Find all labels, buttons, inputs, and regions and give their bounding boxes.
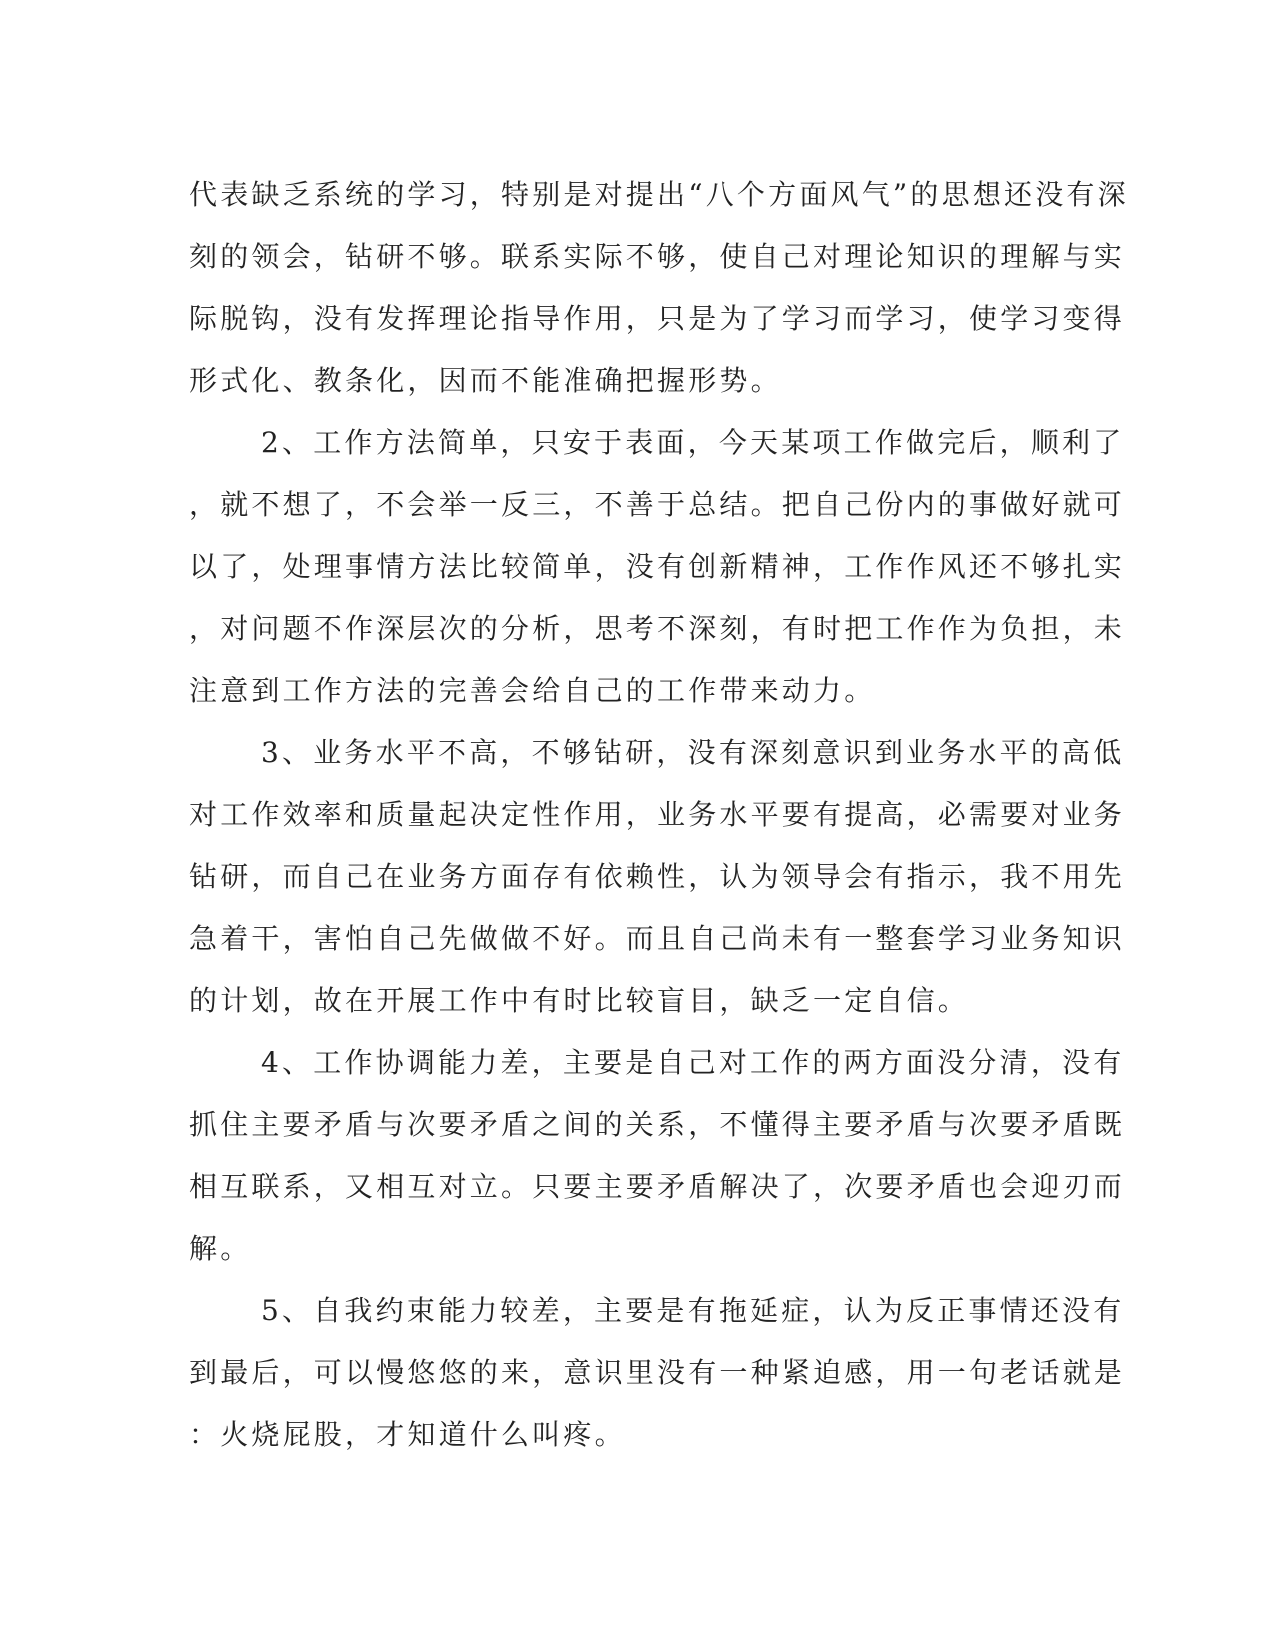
text-line: 2、工作方法简单，只安于表面，今天某项工作做完后，顺利了 bbox=[261, 426, 1125, 459]
text-line: 对工作效率和质量起决定性作用，业务水平要有提高，必需要对业务 bbox=[189, 798, 1126, 831]
text-line: 急着干，害怕自己先做做不好。而且自己尚未有一整套学习业务知识 bbox=[189, 922, 1126, 955]
text-line: 4、工作协调能力差，主要是自己对工作的两方面没分清，没有 bbox=[261, 1046, 1125, 1079]
text-line: 3、业务水平不高，不够钻研，没有深刻意识到业务水平的高低 bbox=[261, 736, 1125, 769]
text-line: 抓住主要矛盾与次要矛盾之间的关系，不懂得主要矛盾与次要矛盾既 bbox=[189, 1108, 1126, 1141]
text-line: 注意到工作方法的完善会给自己的工作带来动力。 bbox=[189, 674, 876, 707]
text-line: 解。 bbox=[189, 1232, 252, 1265]
text-line: 的计划，故在开展工作中有时比较盲目，缺乏一定自信。 bbox=[189, 984, 970, 1017]
text-line: 际脱钩，没有发挥理论指导作用，只是为了学习而学习，使学习变得 bbox=[189, 302, 1126, 335]
paragraph-item-4 bbox=[189, 1032, 1126, 1280]
paragraph bbox=[189, 164, 1129, 412]
text-line: ，对问题不作深层次的分析，思考不深刻，有时把工作作为负担，未 bbox=[189, 612, 1126, 645]
text-line: 代表缺乏系统的学习，特别是对提出“八个方面风气”的思想还没有深 bbox=[189, 178, 1129, 211]
paragraph-item-5 bbox=[189, 1280, 1126, 1466]
document-body bbox=[189, 164, 1129, 1466]
text-line: 相互联系，又相互对立。只要主要矛盾解决了，次要矛盾也会迎刃而 bbox=[189, 1170, 1126, 1203]
text-line: 5、自我约束能力较差，主要是有拖延症，认为反正事情还没有 bbox=[261, 1294, 1125, 1327]
text-line: 到最后，可以慢悠悠的来，意识里没有一种紧迫感，用一句老话就是 bbox=[189, 1356, 1126, 1389]
paragraph-item-3 bbox=[189, 722, 1126, 1032]
text-line: ：火烧屁股，才知道什么叫疼。 bbox=[189, 1418, 626, 1451]
paragraph-item-2 bbox=[189, 412, 1126, 722]
text-line: 钻研，而自己在业务方面存有依赖性，认为领导会有指示，我不用先 bbox=[189, 860, 1126, 893]
text-line: 以了，处理事情方法比较简单，没有创新精神，工作作风还不够扎实 bbox=[189, 550, 1126, 583]
text-line: 刻的领会，钻研不够。联系实际不够，使自己对理论知识的理解与实 bbox=[189, 240, 1126, 273]
text-line: ，就不想了，不会举一反三，不善于总结。把自己份内的事做好就可 bbox=[189, 488, 1126, 521]
text-line: 形式化、教条化，因而不能准确把握形势。 bbox=[189, 364, 782, 397]
